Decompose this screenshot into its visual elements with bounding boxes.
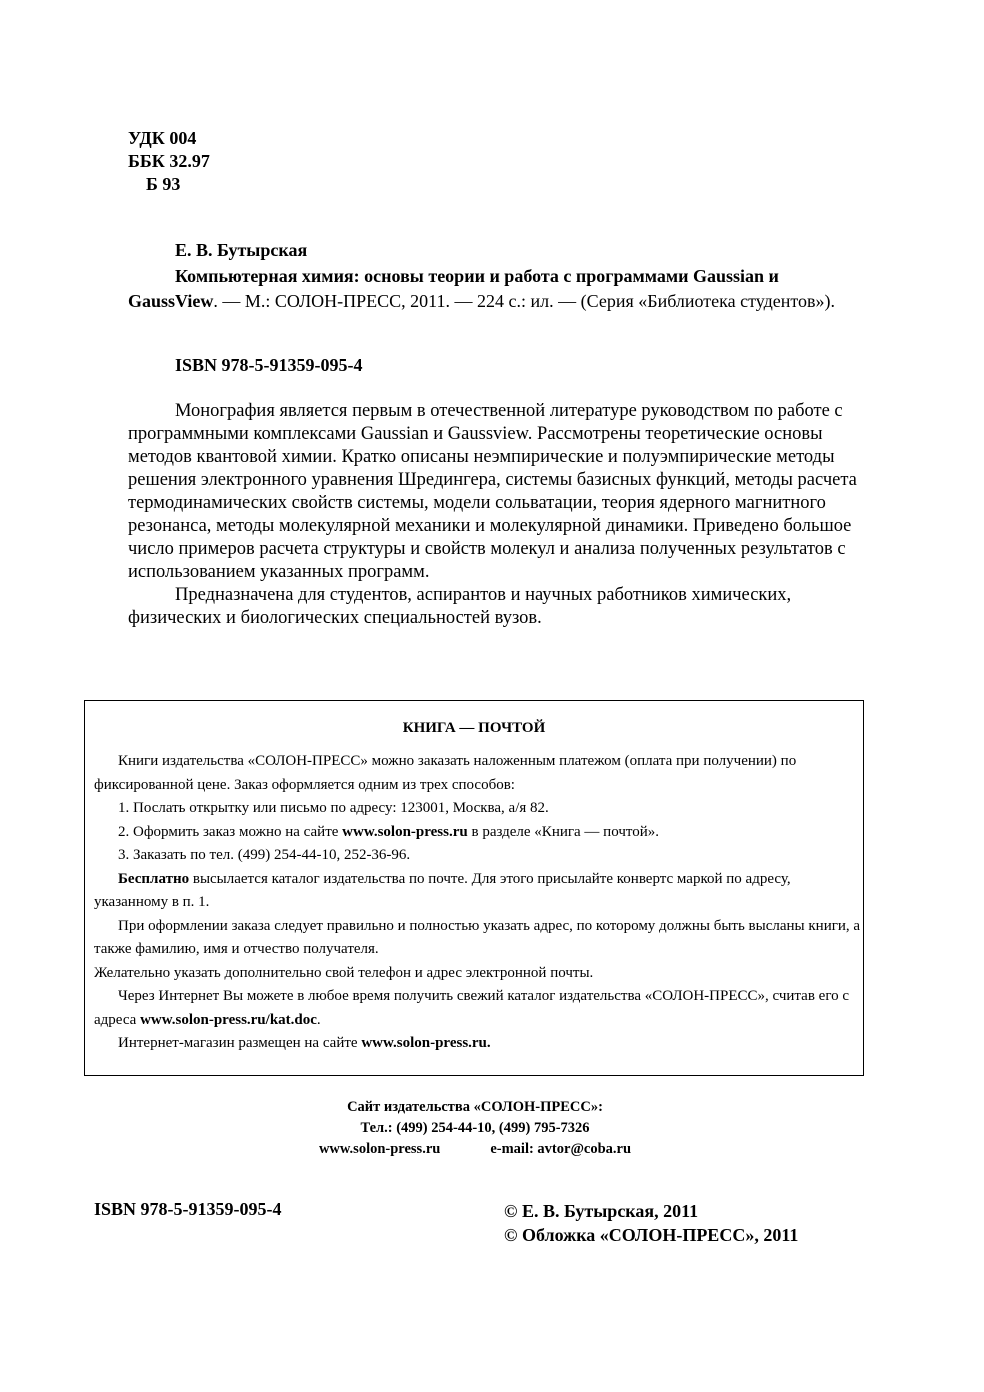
shop-link[interactable]: www.solon-press.ru. (361, 1035, 491, 1051)
copyright-author: © Е. В. Бутырская, 2011 (504, 1201, 699, 1221)
isbn-bottom: ISBN 978-5-91359-095-4 (94, 1199, 282, 1219)
bibliographic-record (128, 264, 868, 314)
catalog-text: Через Интернет Вы можете в любое время получить свежий каталог издательства «СОЛОН-ПРЕСС», считав его с адреса (94, 988, 850, 1028)
order-way-2-text: 2. Оформить заказ можно на сайте (118, 823, 343, 840)
order-way-1: 1. Послать открытку или письмо по адресу: 123001, Москва, а/я 82. (118, 800, 549, 816)
order-way-2 (94, 821, 864, 845)
publisher-site-title: Сайт издательства «СОЛОН-ПРЕСС»: (347, 1099, 603, 1115)
catalog-link[interactable]: www.solon-press.ru/kat.doc (140, 1011, 317, 1028)
mail-order-box (84, 700, 864, 1076)
bibliographic-details: . — М.: СОЛОН-ПРЕСС, 2011. — 224 с.: ил. — (Серия «Библиотека студентов»). (213, 291, 835, 311)
order-way-3: 3. Заказать по тел. (499) 254-44-10, 252-36-96. (118, 847, 411, 863)
author-name: Е. В. Бутырская (175, 240, 308, 260)
copyright-cover: © Обложка «СОЛОН-ПРЕСС», 2011 (504, 1225, 799, 1245)
publisher-site-link[interactable]: www.solon-press.ru (318, 1141, 441, 1157)
order-address-note: При оформлении заказа следует правильно и полностью указать адрес, по которому должны быть высланы книги, а также фамилию, имя и отчество получателя. (94, 917, 861, 957)
phone-email-note: Желательно указать дополнительно свой телефон и адрес электронной почты. (94, 964, 594, 981)
mail-order-title: КНИГА — ПОЧТОЙ (402, 720, 546, 736)
udk-code: УДК 004 (128, 128, 197, 148)
isbn-top: ISBN 978-5-91359-095-4 (175, 355, 363, 375)
mail-order-intro: Книги издательства «СОЛОН-ПРЕСС» можно заказать наложенным платежом (оплата при получении) по фиксированной цене. Заказ оформляется одним из трех способов: (94, 753, 797, 793)
order-site-link[interactable]: www.solon-press.ru (342, 823, 468, 840)
annotation (128, 400, 868, 630)
publisher-contacts (0, 1141, 950, 1158)
mail-order-body (94, 750, 864, 1056)
publisher-email[interactable]: e-mail: avtor@coba.ru (490, 1141, 632, 1157)
online-shop-note (94, 1032, 864, 1056)
shop-text: Интернет-магазин размещен на сайте (118, 1035, 362, 1051)
book-title: Компьютерная химия: основы теории и работа с программами Gaussian и GaussView (128, 266, 779, 311)
bbk-code: ББК 32.97 (128, 151, 210, 171)
order-way-2-tail: в разделе «Книга — почтой». (467, 823, 659, 840)
free-catalog-note (94, 868, 864, 915)
copyright-block (504, 1199, 798, 1247)
author-mark: Б 93 (146, 174, 181, 194)
annotation-paragraph-1: Монография является первым в отечественной литературе руководством по работе с программными комплексами Gaussian и Gaussview. Рассмотрены теоретические основы методов квантовой химии. Кратко описаны неэмпирические и полуэмпирические методы решения электронного уравнения Шредингера, системы базисных функций, методы расчета термодинамических свойств системы, модели сольватации, теория ядерного магнитного резонанса, методы молекулярной механики и молекулярной динамики. Приведено большое число примеров расчета структуры и свойств молекул и анализа полученных результатов с использованием указанных программ. (128, 401, 857, 582)
catalog-tail: . (316, 1011, 321, 1028)
free-label: Бесплатно (118, 870, 190, 887)
classification-codes (128, 127, 210, 196)
catalog-download-note (94, 985, 864, 1032)
annotation-paragraph-2: Предназначена для студентов, аспирантов и научных работников химических, физических и биологических специальностей вузов. (128, 585, 792, 628)
free-catalog-text: высылается каталог издательства по почте. Для этого присылайте конвертс маркой по адресу, указанному в п. 1. (94, 870, 791, 910)
publisher-phones: Тел.: (499) 254-44-10, (499) 795-7326 (360, 1120, 590, 1136)
